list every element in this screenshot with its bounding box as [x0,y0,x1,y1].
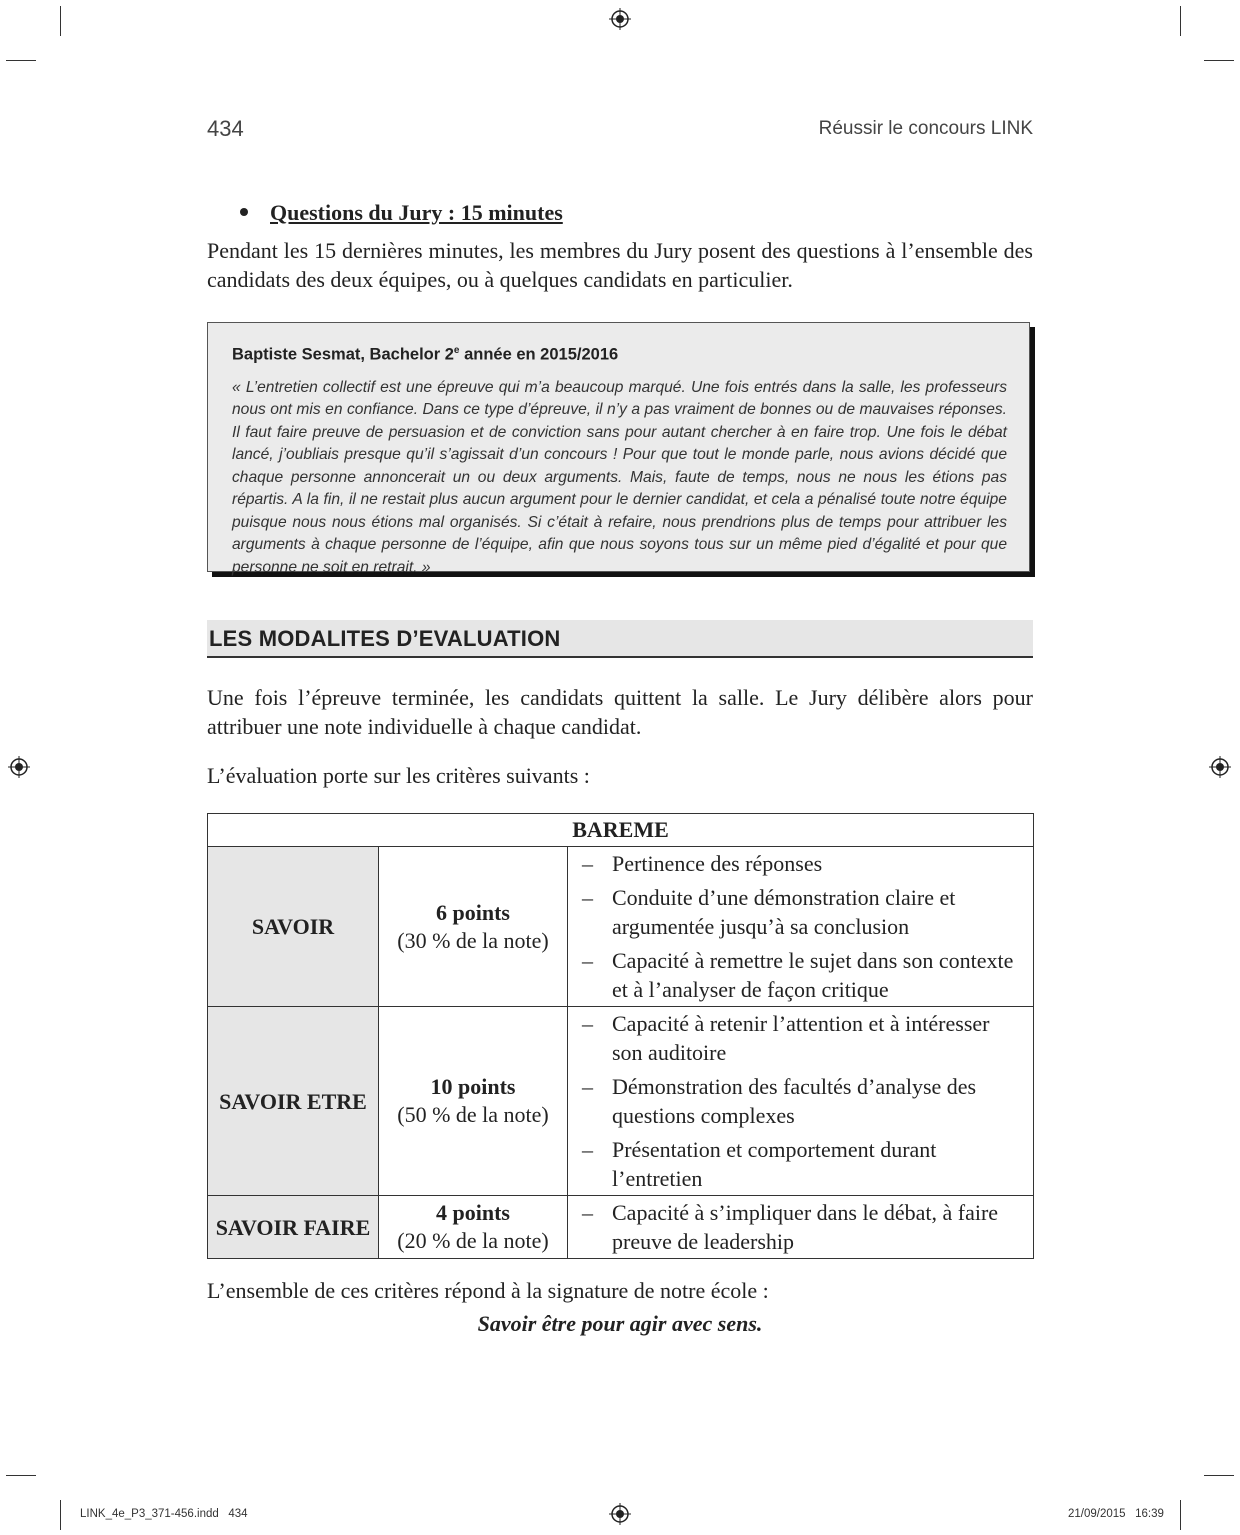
crop-mark [6,60,36,61]
registration-mark-icon [1209,756,1231,778]
criterion-item: – Présentation et comportement durant l’entretien [582,1135,1023,1193]
bareme-title: BAREME [208,814,1034,847]
footer-date: 21/09/2015 16:39 [1068,1508,1164,1520]
evaluation-paragraph: Une fois l’épreuve terminée, les candidats quittent la salle. Le Jury délibère alors pour attribuer une note individuelle à chaque candidat. [207,685,1033,739]
registration-mark-icon [8,756,30,778]
points-cell [379,1196,568,1259]
criterion-item: – Capacité à retenir l’attention et à intéresser son auditoire [582,1009,1023,1067]
questions-paragraph: Pendant les 15 dernières minutes, les membres du Jury posent des questions à l’ensemble des candidats des deux équipes, ou à quelques candidats en particulier. [207,238,1033,292]
testimonial-text: « L’entretien collectif est une épreuve qui m’a beaucoup marqué. Une fois entrés dans la salle, les professeurs nous ont mis en confiance. Dans ce type d’épreuve, il n’y a pas vraiment de bonnes ou de mauvaises réponses. Il faut faire preuve de persuasion et de conviction sans pour autant chercher à en faire trop. Une fois le débat lancé, j’oubliais presque qu’il s’agissait d’un concours ! Pour que tout le monde parle, nous avions décidé que chaque personne annoncerait un ou deux arguments. Mais, faute de temps, nous ne nous les étions pas répartis. A la fin, il ne restait plus aucun argument pour le dernier candidat, et cela a pénalisé toute notre équipe puisque nous nous étions mal organisés. Si c’était à refaire, nous prendrions plus de temps pour attribuer les arguments à chaque personne de l’équipe, afin que nous soyons tous sur un même pied d’égalité et pour que personne ne soit en retrait. » [232,378,1007,576]
table-header-row [208,814,1034,847]
section-title-text: LES MODALITES D’EVALUATION [209,626,561,651]
points-share: (20 % de la note) [397,1228,549,1253]
criterion-item: – Capacité à s’impliquer dans le débat, à faire preuve de leadership [582,1198,1023,1256]
criterion-item: – Démonstration des facultés d’analyse des questions complexes [582,1072,1023,1130]
table-row [208,1196,1034,1259]
footer-file: LINK_4e_P3_371-456.indd 434 [80,1508,248,1520]
criterion-item: – Pertinence des réponses [582,849,1023,878]
section-title [207,620,1033,658]
closing-paragraph: L’ensemble de ces critères répond à la signature de notre école : [207,1278,769,1303]
points-value: 10 points [430,1074,516,1099]
crop-mark [6,1475,36,1476]
points-share: (50 % de la note) [397,1102,549,1127]
registration-mark-icon [609,1503,631,1525]
crop-mark [1180,6,1181,36]
criterion-item: – Capacité à remettre le sujet dans son contexte et à l’analyser de façon critique [582,946,1023,1004]
points-share: (30 % de la note) [397,927,549,953]
bareme-table [207,813,1034,1259]
points-value: 4 points [436,1200,510,1225]
points-cell [379,847,568,1007]
criteria-cell [568,1196,1034,1259]
category-cell: SAVOIR FAIRE [208,1196,379,1259]
testimonial-box [207,322,1030,576]
school-signature: Savoir être pour agir avec sens. [477,1311,763,1336]
bullet-icon [240,208,248,216]
points-cell [379,1007,568,1196]
registration-mark-icon [609,8,631,30]
bullet-heading-label: Questions du Jury : 15 minutes [270,200,563,225]
category-cell: SAVOIR [208,847,379,1007]
criteria-cell [568,1007,1034,1196]
points-value: 6 points [436,899,510,925]
table-row [208,1007,1034,1196]
running-head: Réussir le concours LINK [818,118,1033,139]
table-row [208,847,1034,1007]
category-cell: SAVOIR ETRE [208,1007,379,1196]
crop-mark [60,6,61,36]
testimonial-author-name: Baptiste Sesmat, Bachelor 2 [232,345,454,364]
criteria-cell [568,847,1034,1007]
page-number: 434 [207,116,244,141]
crop-mark [1204,1475,1234,1476]
bullet-heading [240,200,563,226]
criterion-item: – Conduite d’une démonstration claire et argumentée jusqu’à sa conclusion [582,883,1023,941]
testimonial-author [232,345,1007,365]
testimonial-author-year: année en 2015/2016 [459,345,619,364]
crop-mark [1204,60,1234,61]
criteria-intro: L’évaluation porte sur les critères suivants : [207,763,590,788]
testimonial-author-sup: e [453,345,460,356]
crop-mark [60,1500,61,1530]
crop-mark [1180,1500,1181,1530]
